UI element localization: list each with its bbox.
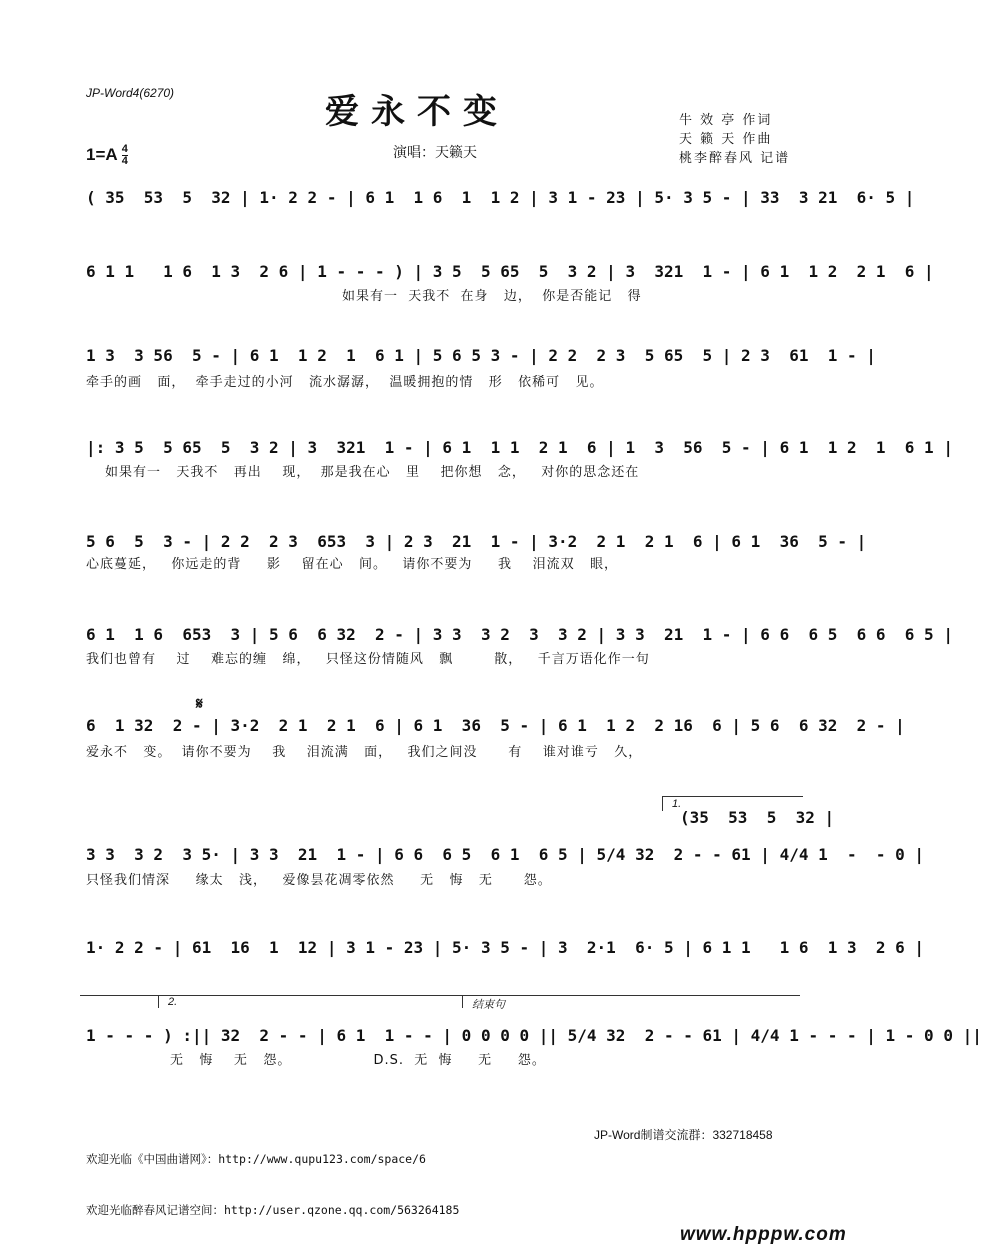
score-line-10-notes: 1 - - - ) :|| 32 2 - - | 6 1 1 - - | 0 0 0 0 || 5/4 32 2 - - 61 | 4/4 1 - - - | 1 - 0 0 || [86, 1026, 982, 1045]
song-title: 爱永不变 [325, 92, 509, 132]
key-signature [86, 144, 128, 167]
volta-2-label: 2. [168, 996, 178, 1008]
score-line-4-notes: |: 3 5 5 65 5 3 2 | 3 321 1 - | 6 1 1 1 2 1 6 | 1 3 56 5 - | 6 1 1 2 1 6 1 | [86, 438, 953, 457]
score-line-8-notes: 3 3 3 2 3 5· | 3 3 21 1 - | 6 6 6 5 6 1 6 5 | 5/4 32 2 - - 61 | 4/4 1 - - 0 | [86, 845, 925, 864]
transcriber: 桃李醉春风 记谱 [679, 151, 791, 166]
footer-link-qupu[interactable]: 欢迎光临《中国曲谱网》：http://www.qupu123.com/space/6 [86, 1152, 426, 1166]
key-label: 1=A [86, 144, 118, 164]
score-line-5-notes: 5 6 5 3 - | 2 2 2 3 653 3 | 2 3 21 1 - | 3·2 2 1 2 1 6 | 6 1 36 5 - | [86, 532, 867, 551]
segno-sign: 𝄋 [196, 694, 203, 713]
volta-1-notes: (35 53 5 32 | [680, 808, 835, 827]
score-line-7-notes: 6 1 32 2 - | 3·2 2 1 2 1 6 | 6 1 36 5 - | 6 1 1 2 2 16 6 | 5 6 6 32 2 - | [86, 716, 905, 735]
singer-label: 演唱：天籁天 [393, 145, 477, 161]
composer: 天 籁 天 作曲 [679, 132, 773, 147]
score-line-7-lyrics: 爱永不 变。 请你不要为 我 泪流满 面， 我们之间没 有 谁对谁亏 久， [86, 745, 643, 760]
score-line-1-notes: ( 35 53 5 32 | 1· 2 2 - | 6 1 1 6 1 1 2 | 3 1 - 23 | 5· 3 5 - | 33 3 21 6· 5 | [86, 188, 915, 207]
score-line-5-lyrics: 心底蔓延， 你远走的背 影 留在心 间。 请你不要为 我 泪流双 眼， [86, 557, 618, 572]
ending-bracket-line [80, 995, 800, 996]
score-line-6-lyrics: 我们也曾有 过 难忘的缠 绵， 只怪这份情随风 飘 散， 千言万语化作一句 [86, 652, 650, 667]
volta-1-label: 1. [672, 798, 682, 810]
score-line-4-lyrics: 如果有一 天我不 再出 现， 那是我在心 里 把你想 念， 对你的思念还在 [105, 465, 640, 480]
score-line-3-notes: 1 3 3 56 5 - | 6 1 1 2 1 6 1 | 5 6 5 3 - | 2 2 2 3 5 65 5 | 2 3 61 1 - | [86, 346, 876, 365]
score-line-9-notes: 1· 2 2 - | 61 16 1 12 | 3 1 - 23 | 5· 3 5 - | 3 2·1 6· 5 | 6 1 1 1 6 1 3 2 6 | [86, 938, 925, 957]
score-line-8-lyrics: 只怪我们情深 缘太 浅， 爱像昙花凋零依然 无 悔 无 怨。 [86, 873, 552, 888]
footer-links [86, 1117, 459, 1236]
lyricist: 牛 效 亭 作词 [679, 113, 773, 128]
score-line-2-notes: 6 1 1 1 6 1 3 2 6 | 1 - - - ) | 3 5 5 65 5 3 2 | 3 321 1 - | 6 1 1 2 2 1 6 | [86, 262, 934, 281]
score-line-2-lyrics: 如果有一 天我不 在身 边， 你是否能记 得 [342, 289, 642, 304]
ending-section-label: 结束句 [472, 999, 505, 1011]
credits [679, 111, 790, 168]
time-signature: $\frac{4}{4}$ [121, 143, 128, 167]
footer-group: JP-Word制谱交流群：332718458 [594, 1128, 773, 1142]
score-line-3-lyrics: 牵手的画 面， 牵手走过的小河 流水潺潺， 温暖拥抱的情 形 依稀可 见。 [86, 375, 604, 390]
score-line-10-lyrics: 无 悔 无 怨。 D.S. 无 悔 无 怨。 [170, 1053, 546, 1068]
watermark: www.hpppw.com [680, 1224, 847, 1245]
footer-link-qzone[interactable]: 欢迎光临醉春风记谱空间：http://user.qzone.qq.com/563264185 [86, 1203, 460, 1217]
software-label: JP-Word4(6270) [86, 86, 175, 100]
score-line-6-notes: 6 1 1 6 653 3 | 5 6 6 32 2 - | 3 3 3 2 3 3 2 | 3 3 21 1 - | 6 6 6 5 6 6 6 5 | [86, 625, 953, 644]
